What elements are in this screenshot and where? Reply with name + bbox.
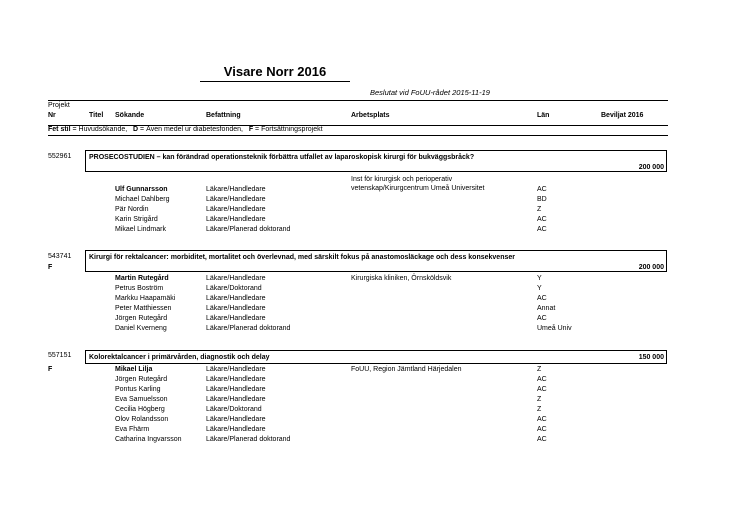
applicant-role: Läkare/Handledare bbox=[206, 186, 266, 193]
project-amount: 200 000 bbox=[638, 164, 664, 171]
continuation-flag: F bbox=[48, 366, 53, 373]
project-title: Kirurgi för rektalcancer: morbiditet, mortalitet och överlevnad, med särskilt fokus på anastomosläckage och dess konsekvenser bbox=[89, 254, 515, 261]
legend-f-val: = Fortsättningsprojekt bbox=[253, 126, 323, 133]
applicant-role: Läkare/Planerad doktorand bbox=[206, 226, 291, 233]
workplace: FoUU, Region Jämtland Härjedalen bbox=[351, 366, 462, 373]
applicant-name: Eva Samuelsson bbox=[115, 396, 168, 403]
applicant-name: Karin Strigård bbox=[115, 216, 158, 223]
header-sokande: Sökande bbox=[115, 112, 145, 119]
applicant-lan: Annat bbox=[537, 305, 556, 312]
project-title-box bbox=[85, 350, 667, 364]
applicant-role: Läkare/Handledare bbox=[206, 416, 266, 423]
project-nr: 543741 bbox=[48, 253, 72, 260]
legend-d-key: D bbox=[133, 126, 139, 133]
applicant-lan: Z bbox=[537, 366, 542, 373]
applicant-name: Pontus Karling bbox=[115, 386, 161, 393]
applicant-lan: AC bbox=[537, 226, 547, 233]
header-arbetsplats: Arbetsplats bbox=[351, 112, 390, 119]
decision-note: Beslutat vid FoUU-rådet 2015-11-19 bbox=[370, 88, 490, 97]
applicant-name: Cecilia Högberg bbox=[115, 406, 165, 413]
applicant-lan: AC bbox=[537, 436, 547, 443]
legend-f-key: F bbox=[248, 126, 254, 133]
header-projekt: Projekt bbox=[48, 102, 70, 109]
applicant-lan: AC bbox=[537, 216, 547, 223]
applicant-role: Läkare/Handledare bbox=[206, 386, 266, 393]
project-amount: 150 000 bbox=[638, 354, 664, 361]
title-underline bbox=[200, 81, 350, 82]
project-nr: 552961 bbox=[48, 153, 72, 160]
header-beviljat: Beviljat 2016 bbox=[601, 112, 644, 119]
applicant-role: Läkare/Doktorand bbox=[206, 285, 262, 292]
applicant-role: Läkare/Handledare bbox=[206, 426, 266, 433]
workplace: Inst för kirurgisk och perioperativ bbox=[351, 176, 453, 183]
project-title-box bbox=[85, 150, 667, 172]
applicant-name: Olov Rolandsson bbox=[115, 416, 169, 423]
applicant-role: Läkare/Handledare bbox=[206, 216, 266, 223]
header-lan: Län bbox=[537, 112, 550, 119]
applicant-name: Markku Haapamäki bbox=[115, 295, 176, 302]
applicant-name: Michael Dahlberg bbox=[115, 196, 170, 203]
header-nr: Nr bbox=[48, 112, 56, 119]
applicant-name: Catharina Ingvarsson bbox=[115, 436, 182, 443]
header-titel: Titel bbox=[89, 112, 104, 119]
project-title: Kolorektalcancer i primärvården, diagnostik och delay bbox=[89, 354, 270, 361]
applicant-name: Petrus Boström bbox=[115, 285, 164, 292]
applicant-lan: BD bbox=[537, 196, 547, 203]
applicant-name: Pär Nordin bbox=[115, 206, 149, 213]
applicant-role: Läkare/Handledare bbox=[206, 206, 266, 213]
page-title: Visare Norr 2016 bbox=[223, 64, 327, 79]
applicant-role: Läkare/Handledare bbox=[206, 366, 266, 373]
applicant-role: Läkare/Handledare bbox=[206, 396, 266, 403]
applicant-lan: AC bbox=[537, 426, 547, 433]
applicant-lan: Y bbox=[537, 285, 542, 292]
applicant-lan: AC bbox=[537, 315, 547, 322]
applicant-lan: Y bbox=[537, 275, 542, 282]
applicant-name: Eva Fhärm bbox=[115, 426, 150, 433]
applicant-lan: Umeå Univ bbox=[537, 325, 572, 332]
applicant-name: Peter Matthiessen bbox=[115, 305, 172, 312]
applicant-role: Läkare/Handledare bbox=[206, 295, 266, 302]
applicant-role: Läkare/Planerad doktorand bbox=[206, 436, 291, 443]
applicant-name: Mikael Lindmark bbox=[115, 226, 166, 233]
applicant-lan: Z bbox=[537, 406, 542, 413]
applicant-name: Ulf Gunnarsson bbox=[115, 186, 168, 193]
project-title: PROSECOSTUDIEN – kan förändrad operationsteknik förbättra utfallet av laparoskopisk kirurgi för bukväggsbråck? bbox=[89, 154, 475, 161]
legend bbox=[48, 126, 323, 133]
applicant-lan: Z bbox=[537, 206, 542, 213]
applicant-role: Läkare/Planerad doktorand bbox=[206, 325, 291, 332]
applicant-lan: Z bbox=[537, 396, 542, 403]
applicant-lan: AC bbox=[537, 386, 547, 393]
applicant-role: Läkare/Handledare bbox=[206, 315, 266, 322]
project-title-box bbox=[85, 250, 667, 272]
workplace-line2: vetenskap/Kirurgcentrum Umeå Universitet bbox=[351, 185, 485, 192]
applicant-lan: AC bbox=[537, 376, 547, 383]
applicant-name: Daniel Kverneng bbox=[115, 325, 167, 332]
continuation-flag: F bbox=[48, 264, 53, 271]
applicant-name: Jörgen Rutegård bbox=[115, 376, 168, 383]
legend-bold-val: = Huvudsökande, bbox=[70, 126, 128, 133]
legend-divider bbox=[48, 135, 668, 136]
applicant-role: Läkare/Handledare bbox=[206, 305, 266, 312]
applicant-name: Mikael Lilja bbox=[115, 366, 153, 373]
applicant-role: Läkare/Handledare bbox=[206, 275, 266, 282]
applicant-role: Läkare/Handledare bbox=[206, 376, 266, 383]
legend-bold-key: Fet stil bbox=[48, 126, 71, 133]
project-nr: 557151 bbox=[48, 352, 72, 359]
applicant-role: Läkare/Handledare bbox=[206, 196, 266, 203]
applicant-lan: AC bbox=[537, 416, 547, 423]
project-amount: 200 000 bbox=[638, 264, 664, 271]
workplace: Kirurgiska kliniken, Örnsköldsvik bbox=[351, 275, 452, 282]
applicant-name: Jörgen Rutegård bbox=[115, 315, 168, 322]
applicant-name: Martin Rutegård bbox=[115, 275, 169, 282]
legend-d-val: = Även medel ur diabetesfonden, bbox=[138, 126, 243, 133]
header-befattning: Befattning bbox=[206, 112, 241, 119]
applicant-lan: AC bbox=[537, 186, 547, 193]
applicant-role: Läkare/Doktorand bbox=[206, 406, 262, 413]
applicant-lan: AC bbox=[537, 295, 547, 302]
